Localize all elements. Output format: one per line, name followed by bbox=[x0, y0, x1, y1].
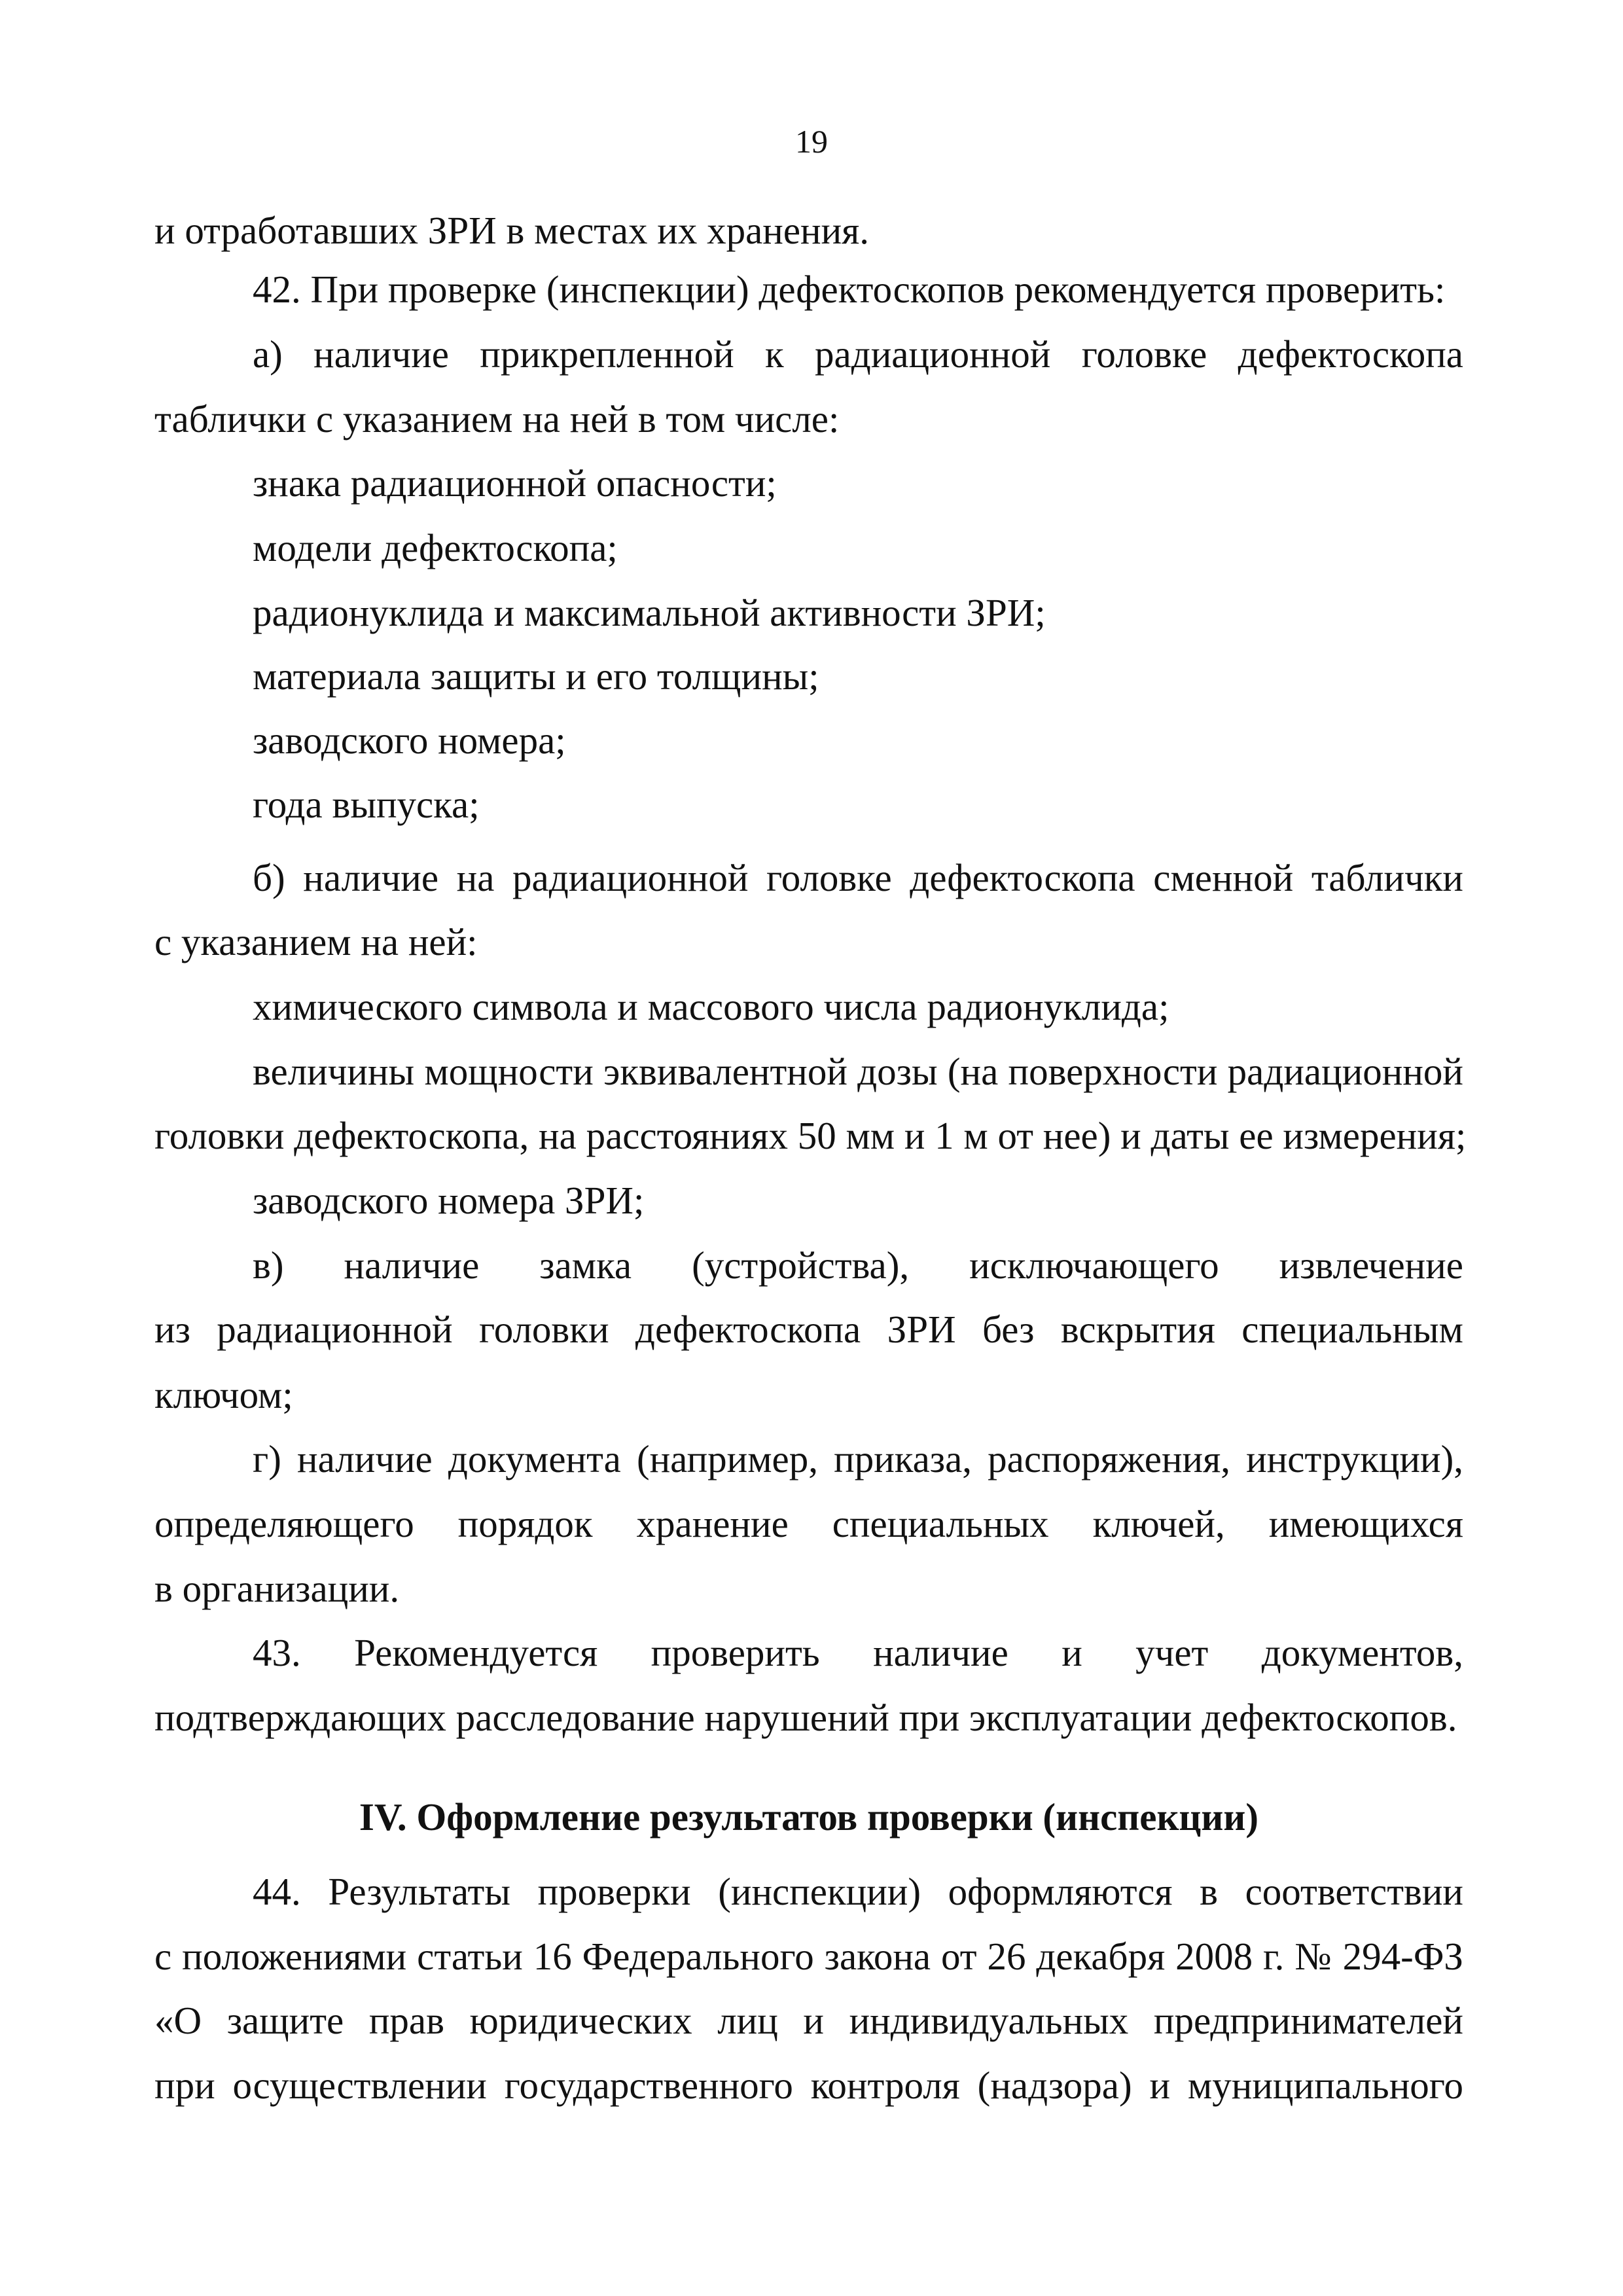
list-entry: модели дефектоскопа; bbox=[253, 526, 618, 569]
item-b-start: б) наличие на радиационной головке дефектоскопа сменной таблички bbox=[253, 856, 1463, 899]
text-line: таблички с указанием на ней в том числе: bbox=[154, 397, 840, 440]
paragraph-43-start: 43. Рекомендуется проверить наличие и учет документов, bbox=[253, 1631, 1463, 1674]
section-heading: IV. Оформление результатов проверки (инспекции) bbox=[359, 1795, 1259, 1839]
item-g-start: г) наличие документа (например, приказа, распоряжения, инструкции), bbox=[253, 1437, 1463, 1480]
paragraph-42-start: 42. При проверке (инспекции) дефектоскопов рекомендуется проверить: bbox=[253, 268, 1446, 311]
text-line: из радиационной головки дефектоскопа ЗРИ без вскрытия специальным bbox=[154, 1308, 1463, 1351]
list-entry: заводского номера; bbox=[253, 719, 566, 762]
list-entry: химического символа и массового числа радионуклида; bbox=[253, 985, 1169, 1028]
list-entry: знака радиационной опасности; bbox=[253, 461, 777, 505]
text-line: с указанием на ней: bbox=[154, 920, 478, 963]
list-entry: года выпуска; bbox=[253, 783, 480, 826]
text-line: подтверждающих расследование нарушений при эксплуатации дефектоскопов. bbox=[154, 1696, 1457, 1739]
text-line: головки дефектоскопа, на расстояниях 50 мм и 1 м от нее) и даты ее измерения; bbox=[154, 1114, 1467, 1157]
paragraph-44-start: 44. Результаты проверки (инспекции) оформляются в соответствии bbox=[253, 1870, 1463, 1913]
text-line: в организации. bbox=[154, 1567, 400, 1610]
list-entry: величины мощности эквивалентной дозы (на поверхности радиационной bbox=[253, 1050, 1463, 1093]
text-line: и отработавших ЗРИ в местах их хранения. bbox=[154, 209, 870, 252]
text-line: «О защите прав юридических лиц и индивидуальных предпринимателей bbox=[154, 1999, 1463, 2042]
page-number: 19 bbox=[795, 123, 828, 160]
item-v-start: в) наличие замка (устройства), исключающего извлечение bbox=[253, 1244, 1463, 1287]
item-a-start: а) наличие прикрепленной к радиационной головке дефектоскопа bbox=[253, 332, 1463, 376]
text-line: ключом; bbox=[154, 1373, 293, 1416]
text-line: при осуществлении государственного контроля (надзора) и муниципального bbox=[154, 2064, 1463, 2107]
text-line: определяющего порядок хранение специальных ключей, имеющихся bbox=[154, 1502, 1463, 1545]
list-entry: заводского номера ЗРИ; bbox=[253, 1179, 645, 1222]
list-entry: материала защиты и его толщины; bbox=[253, 655, 819, 698]
list-entry: радионуклида и максимальной активности ЗРИ; bbox=[253, 591, 1046, 634]
text-line: с положениями статьи 16 Федерального закона от 26 декабря 2008 г. № 294-ФЗ bbox=[154, 1935, 1463, 1978]
